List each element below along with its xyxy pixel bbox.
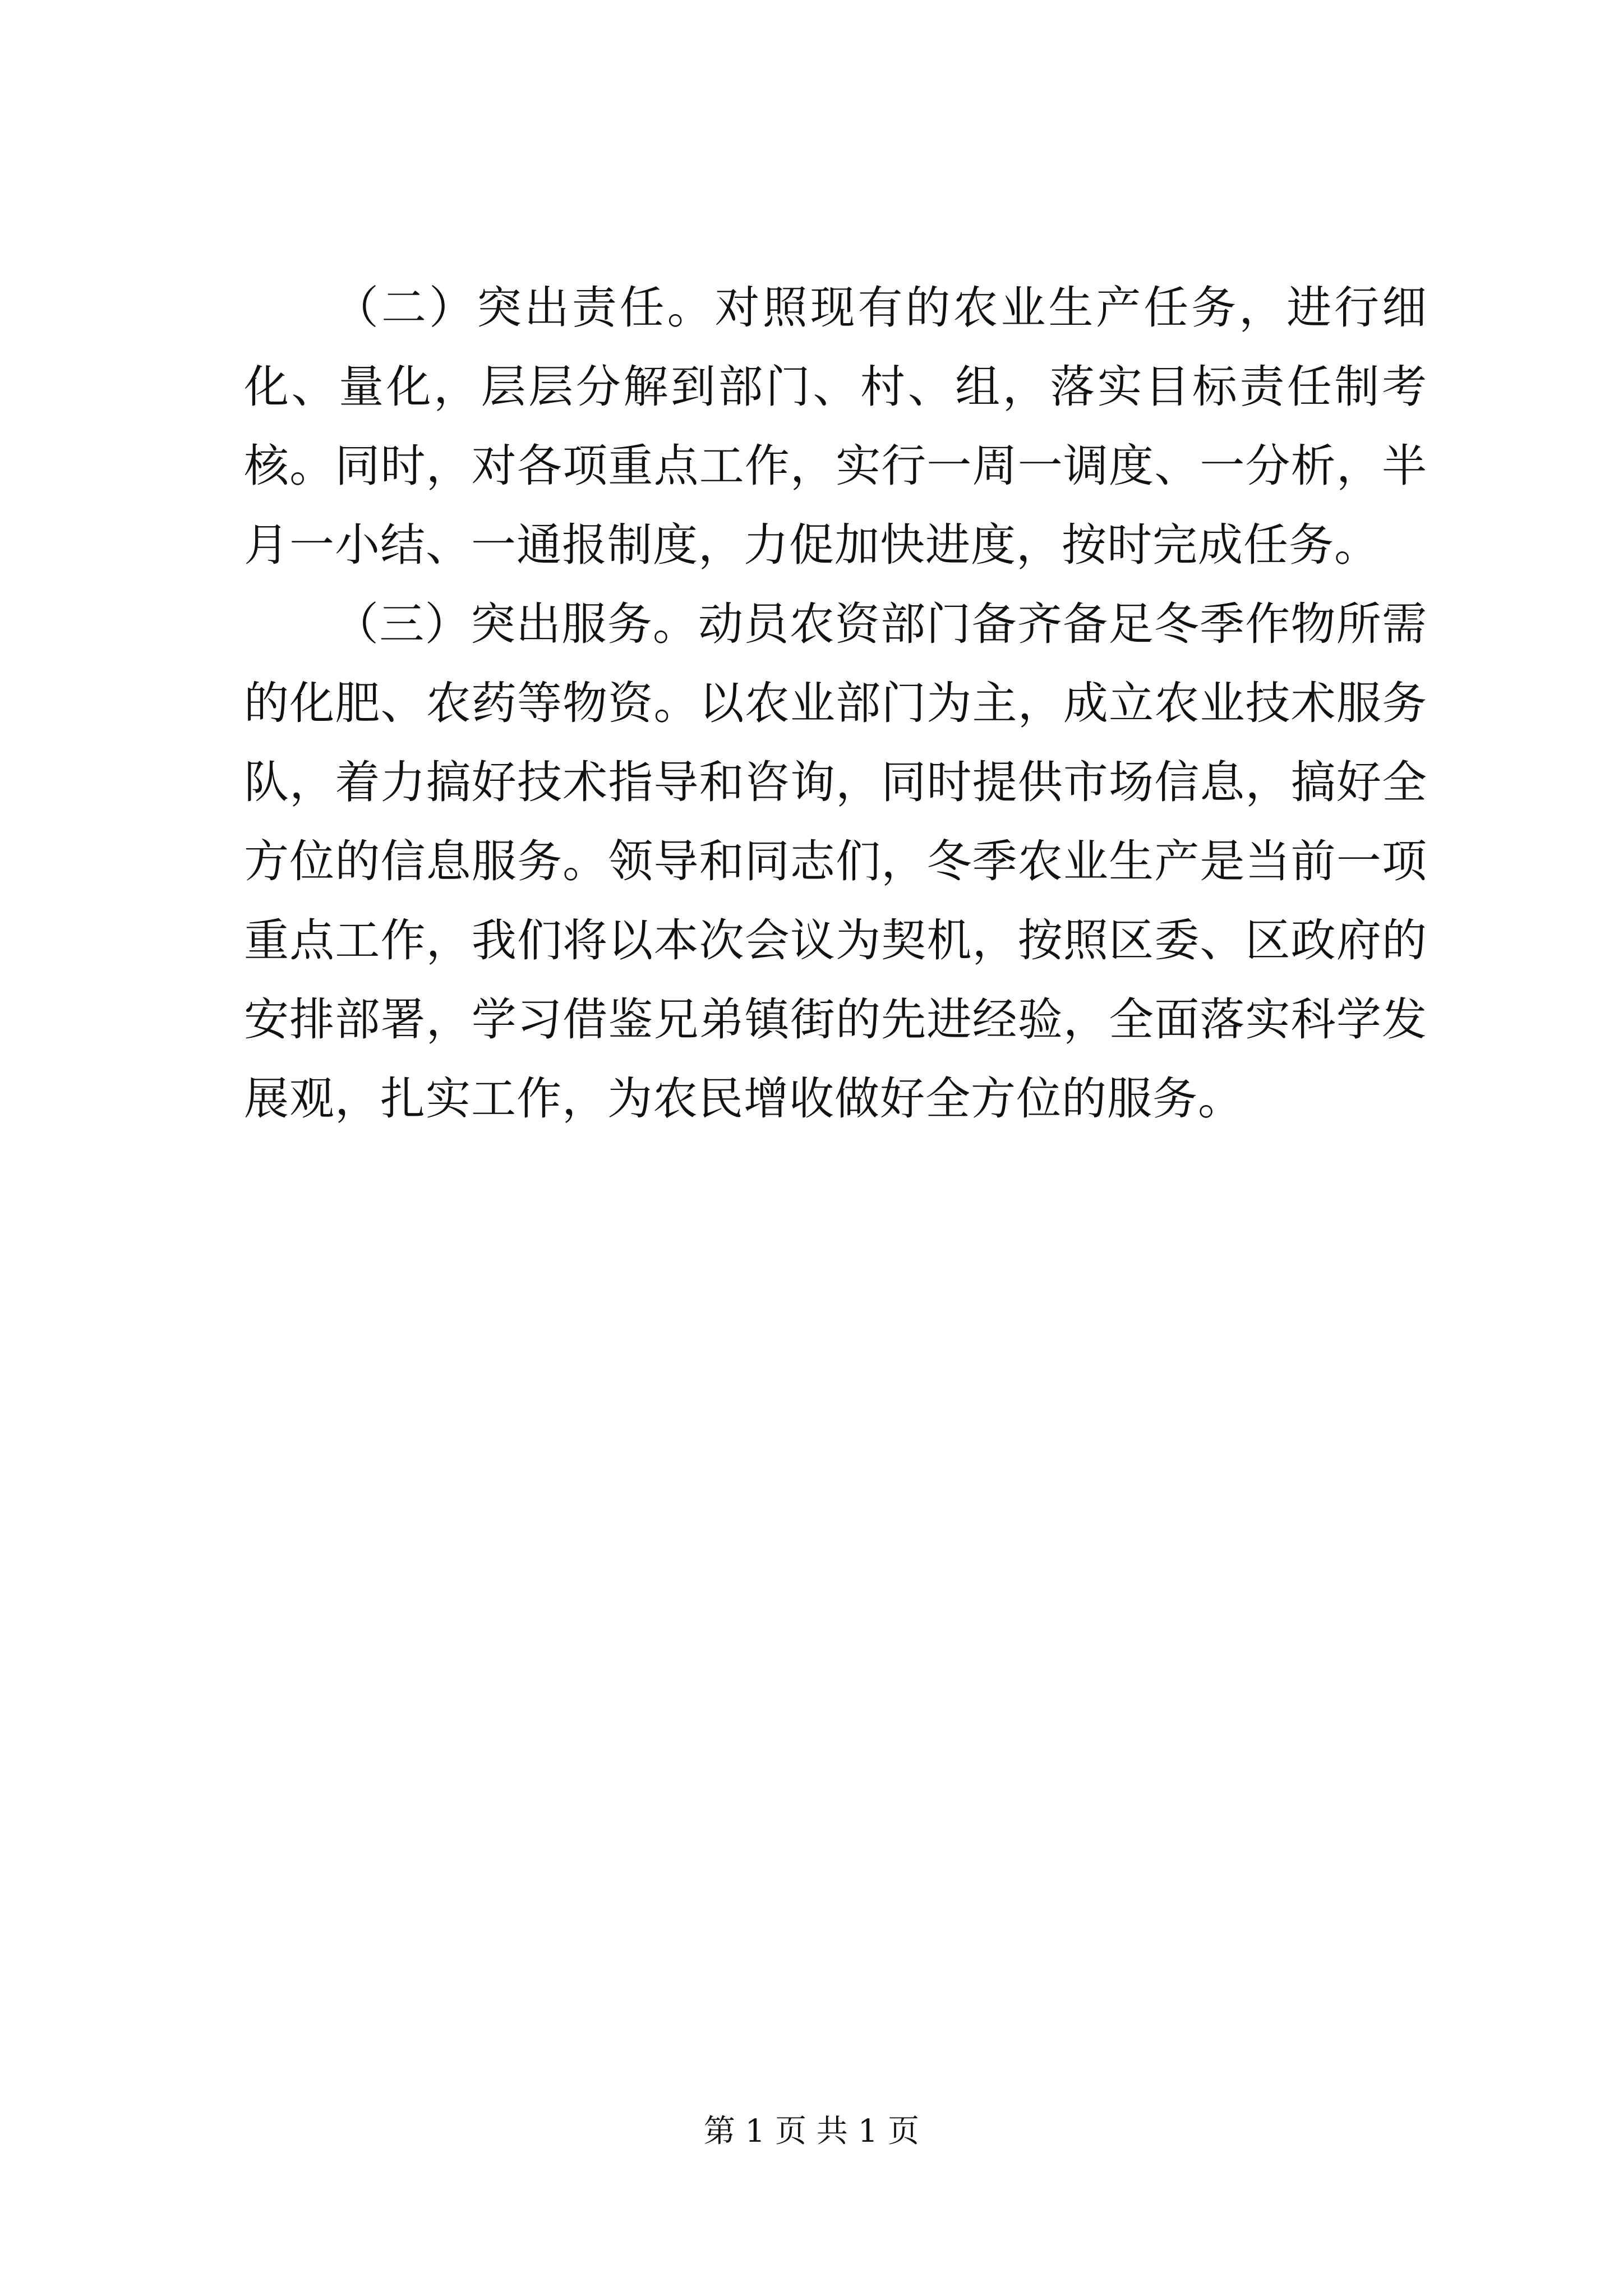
page-footer: 第 1 页 共 1 页 — [703, 2113, 920, 2150]
paragraph-service: （三）突出服务。动员农资部门备齐备足冬季作物所需的化肥、农药等物资。以农业部门为主，成立农业技术服务队，着力搞好技术指导和咨询，同时提供市场信息，搞好全方位的信息服务。领导和同志们，冬季农业生产是当前一项重点工作，我们将以本次会议为契机，按照区委、区政府的安排部署，学习借鉴兄弟镇街的先进经验，全面落实科学发展观，扎实工作，为农民增收做好全方位的服务。 — [244, 598, 1427, 1125]
paragraph-responsibility: （二）突出责任。对照现有的农业生产任务，进行细化、量化，层层分解到部门、村、组，落实目标责任制考核。同时，对各项重点工作，实行一周一调度、一分析，半月一小结、一通报制度，力促加快进度，按时完成任务。 — [244, 282, 1427, 571]
document-body — [244, 268, 1427, 1138]
